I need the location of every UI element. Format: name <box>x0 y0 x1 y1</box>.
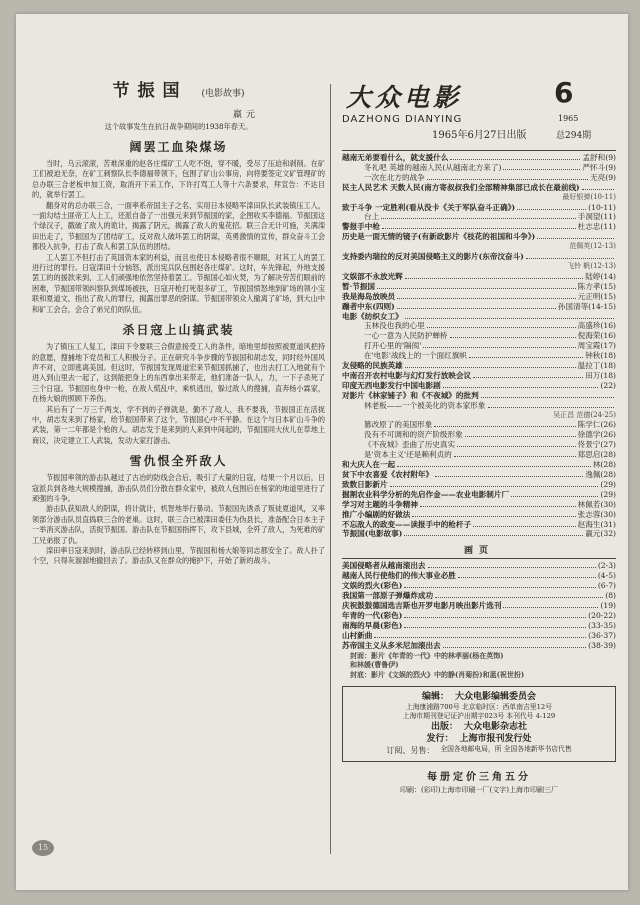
toc-leader <box>428 567 596 568</box>
toc-leader <box>404 535 583 536</box>
issue-number: 6 <box>554 76 574 109</box>
toc-leader <box>420 506 576 507</box>
toc-entry-title: 我是海岛放映员 <box>342 291 396 301</box>
toc-leader <box>537 238 614 239</box>
toc-entry-page: (2-3) <box>597 561 616 571</box>
toc-entry <box>342 242 616 252</box>
toc-leader <box>374 637 586 638</box>
board-orders-row <box>349 745 609 757</box>
toc-entry-title: 推广小编剧的好做法 <box>342 509 411 519</box>
toc-leader <box>404 627 586 628</box>
toc-leader <box>465 436 576 437</box>
toc-entry-page: 吴正昌 范德(24-25) <box>553 410 616 419</box>
toc-entry-title: 越南人民行使他们的伟大事业必胜 <box>342 571 456 581</box>
toc-entry-title: 美国侵略者从越南滚出去 <box>342 561 426 571</box>
toc-entry <box>342 571 616 581</box>
column-divider <box>330 84 331 854</box>
publisher-name: 大众电影杂志社 <box>464 722 528 733</box>
toc-entry-page: (8) <box>605 591 616 601</box>
toc-entry-page: (4-5) <box>597 571 616 581</box>
toc-entry-page: (10-11) <box>588 202 616 212</box>
masthead-rule <box>342 150 616 151</box>
masthead <box>342 76 616 148</box>
orders-label: 订阅、另售： <box>386 746 435 756</box>
toc-leader <box>473 526 576 527</box>
toc-entry <box>342 163 616 173</box>
toc-entry-page: 周宝霞(17) <box>577 341 616 351</box>
section-heading: 杀日寇上山搞武装 <box>122 323 235 338</box>
toc-entry <box>342 529 616 539</box>
toc-entry-page: (33-35) <box>588 620 616 630</box>
section-heading: 阔罢工血染煤场 <box>129 140 228 154</box>
toc-entry <box>342 480 616 490</box>
toc-entry-title: 印度无西电影发行中国电影剧 <box>342 380 441 390</box>
toc-entry-page: (6-7) <box>597 581 616 591</box>
toc-leader <box>503 169 580 170</box>
toc-entry-page: 孙国清等(14-15) <box>557 301 616 311</box>
toc-entry-title: 玉林没也我的心里 <box>364 321 425 331</box>
toc-entry <box>342 262 616 272</box>
toc-entry-title: 支持委内瑞拉的反对美国侵略主义的影片(东帝汶奋斗) <box>342 252 524 262</box>
toc-entry-title: 篡改原了的美国形象 <box>364 420 433 430</box>
toc-entry <box>342 203 616 213</box>
toc-entry <box>342 591 616 601</box>
toc-leader <box>423 347 575 348</box>
toc-entry-page: 陈方孝(15) <box>577 281 616 291</box>
toc-entry <box>342 460 616 470</box>
toc-entry-page: 钟秋(18) <box>585 351 616 361</box>
toc-entry <box>342 430 616 440</box>
toc-entry-page: 郑思启(28) <box>577 450 616 460</box>
toc-entry-title: 历史是一面无情的镜子(有新政影片《枝花的祖国和斗争》) <box>342 232 536 242</box>
magazine-logo: 大众电影 <box>346 83 463 112</box>
plates-heading: 画页 <box>463 546 494 557</box>
toc-entry-page: 最好银弹(10-11) <box>562 192 616 201</box>
toc-leader <box>405 367 576 368</box>
toc-entry <box>342 252 616 262</box>
board-distrib-row <box>349 733 609 745</box>
toc-entry <box>342 631 616 641</box>
story-paragraph: 翻身对的总办联三合，一面率系帝国主子之名，实用日本侵略军滦田队长武装镇压工人，一面勾结土匪帝工人上工，还派自备了一出强元来到节振国的家，企图收买李德福。节振国这个绿汉子，戳破了敌人的诡计，揭露了阴元，揭露了敌人的鬼花招。联三合无计可施，关满滦田出走了，节振国为了团结矿工，反对敌人破坏罢工的阴谋，英勇激情的宣传，群众奋斗工会都投入抗争，打击了敌人和罢工队伍的团结。 <box>32 200 325 252</box>
toc-entry <box>342 470 616 480</box>
toc-entry-title: 和大庆人在一起 <box>342 460 396 470</box>
distrib-label: 发行： <box>426 734 454 745</box>
page-number: 15 <box>32 840 54 856</box>
story-title-text: 节振国 <box>112 81 188 101</box>
toc-entry <box>342 601 616 611</box>
toc-entry <box>342 361 616 371</box>
toc-entry-title: 在'电影'战线上的一个面红旗帜 <box>364 351 467 361</box>
toc-entry <box>342 490 616 500</box>
toc-leader <box>443 387 599 388</box>
story-intro: 这个故事发生在抗日战争期间的1938年春天。 <box>104 122 253 131</box>
toc-entry-title: 文娱的烈火(彩色) <box>342 581 403 591</box>
story-body <box>32 138 325 567</box>
printer-line: 印刷：(彩印)上海市印刷一厂(文字)上海市印刷三厂 <box>400 786 558 795</box>
toc-entry-title: 打开心里的'隔阂' <box>364 341 422 351</box>
toc-leader <box>469 357 583 358</box>
story-paragraph: 节振国率领的游击队越过了古冶的防线会合后，吸引了大量的日寇，结果一个月以后，日寇派兵到各地大规模搜捕，游击队员们分散在群众家中，被敌人包围后在杨家的地道里进行了顽强的斗争。 <box>32 473 325 503</box>
toc-entry <box>342 193 616 203</box>
toc-entry-title: 一心一意为人民防护蝉桥 <box>364 331 448 341</box>
toc-entry-page: 无亮(9) <box>590 172 616 182</box>
toc-entry-title: 台上 <box>364 212 380 222</box>
toc-entry <box>342 510 616 520</box>
toc-entry-page: 飞铃 帆(12-13) <box>567 261 616 270</box>
toc-entry-title: 林老板——一个被美化的资本家形象 <box>364 400 486 410</box>
toc-entry-page: 高盛珍(16) <box>577 321 616 331</box>
toc-entry-page: 佟景宁(27) <box>577 440 616 450</box>
toc-leader <box>397 298 575 299</box>
toc-entry <box>342 401 616 411</box>
cover-note: 和林媛(曹鲁伊) <box>350 660 399 670</box>
toc-entry-title: 《不夜城》歪曲了历史真实 <box>364 440 456 450</box>
toc-entry-page: 元正明(15) <box>577 291 616 301</box>
toc-entry-title: 冬礼吧 英雄的越南人民(从越南北方来了) <box>364 162 502 172</box>
editor-name: 大众电影编辑委员会 <box>455 692 537 703</box>
board-publisher-row <box>349 721 609 733</box>
toc-leader <box>454 456 576 457</box>
toc-entry-title: 民主人民艺术 天数人民(南方寄叔叔我们全部精神集部已成长在最前线) <box>342 182 580 192</box>
toc-leader <box>481 397 614 398</box>
cover-notes <box>342 651 616 681</box>
toc-entry <box>342 611 616 621</box>
toc-entry-title: 是'资本主义'还是赖利贞的 <box>364 450 452 460</box>
toc-entry <box>342 450 616 460</box>
toc-entry-page: 赵海生(31) <box>577 519 616 529</box>
toc-entry-title: 警报手中枪 <box>342 222 380 232</box>
toc-leader <box>511 496 598 497</box>
price-line: 每册定价三角五分 <box>427 772 531 784</box>
contents-column <box>342 76 616 795</box>
issue-year: 1965 <box>558 114 579 123</box>
toc-leader <box>450 159 580 160</box>
toc-entry-page: (20-22) <box>588 610 616 620</box>
toc-entry-page: 林佩若(30) <box>577 499 616 509</box>
toc-leader <box>582 189 614 190</box>
toc-leader <box>435 597 603 598</box>
toc-leader <box>526 258 614 259</box>
toc-entry <box>342 561 616 571</box>
toc-entry-page: (38-39) <box>588 640 616 650</box>
toc-leader <box>382 228 576 229</box>
toc-leader <box>404 587 596 588</box>
story-paragraph: 滦田率日寇来到时，游击队已经转移到山里，节振国和杨大娘等同志都安全了。敌人扑了个空，只得灰溜溜地撤回去了。游击队又在群众的掩护下，开始了新的战斗。 <box>32 546 325 566</box>
distrib-name: 上海市报刊发行处 <box>459 734 532 745</box>
story-column <box>32 76 325 567</box>
toc-entry-page: 孟舒和(9) <box>582 153 616 162</box>
toc-entry <box>342 500 616 510</box>
toc-entry <box>342 153 616 163</box>
toc-entry <box>342 321 616 331</box>
toc-entry-title: 山村新曲 <box>342 630 373 640</box>
toc-entry-title: 友侵略的民族英雄 <box>342 361 403 371</box>
toc-entry-title: 苏帝国主义从多米尼加滚出去 <box>342 640 441 650</box>
toc-entry <box>342 212 616 222</box>
toc-entry-page: 徐德学(26) <box>577 430 616 440</box>
toc-entry-page: 田万(18) <box>585 370 616 380</box>
toc-entry-title: 庆祝鼓鼓德国选吉斯也开罗电影月映出影片选刊 <box>342 600 502 610</box>
toc-entry <box>342 581 616 591</box>
toc-entry <box>342 371 616 381</box>
toc-entry <box>342 420 616 430</box>
toc-entry-page: 严怀斗(9) <box>582 162 616 172</box>
total-issue: 总294期 <box>556 131 592 141</box>
story-paragraph: 为了镇压工人复工，滦田下令要联三合假意接受工人的条件，暗地里却按照被夏道风把持的意愿，搜捕地下党员和工人积极分子。正在研究斗争步骤的节振国和胡志发，同时经外国风声不对，立即逃离美国。但这时，节振国发现周道宏来节振国抓捕了，也出去打工入地就有个进入到山里去一起了，这到能把身上的东西拿出来带走，他们准备一队人，力，一下子杀死了三个日寇。节振国也身中一枪，在敌人慌乱中，乘机逃出，躲过敌人的搜捕，直奔杨小霖家，在杨大娘的照顾下养伤。 <box>32 342 325 404</box>
toc-entry-title: 致于斗争 一定胜利(看从没卡《关于军队奋斗正确》) <box>342 202 516 212</box>
toc-entry-page: 杜志忠(11) <box>577 222 616 232</box>
toc-leader <box>517 209 586 210</box>
toc-entry-page: 手洞望(11) <box>577 212 616 222</box>
toc-entry-page: 陆婷(14) <box>585 271 616 281</box>
toc-entry <box>342 222 616 232</box>
toc-entry-title: 文娱部不永放光辉 <box>342 271 403 281</box>
toc-leader <box>473 377 583 378</box>
story-paragraph: 工人罢工不但打击了英国资本家的利益，而且也使日本侵略者很不顺眼，对其工人的罢工进行过的罪行。日寇滦田十分恼怒，派出宪兵队包围赵各庄煤矿。这时，车先锋起，外地支援罢工的的援款来到，工人们顽强地依然坚持着罢工。节振国心如火焚，为了解决劳苦们眼前的困难，节振国带领纠察队到煤场被扶，日寇开枪打死很多矿工，节振国愤怒地到矿场的领小宝联和夏道文，指出了敌人的罪行，揭露出罪恶的阴谋。节振国带领众人撤离了矿场，到大山中和矿工会合，会合了弟兄们的队伍。 <box>32 252 325 314</box>
board-editor-row <box>349 691 609 703</box>
toc-leader <box>377 288 576 289</box>
toc-leader <box>412 516 575 517</box>
toc-entry-title: 掘割农业科学分析的先启作金——农业电影制片厂 <box>342 489 510 499</box>
toc-leader <box>503 607 598 608</box>
toc-entry-title: 中南召开农村电影与幻灯发行放映会议 <box>342 370 472 380</box>
board-address: 上海康浦路700号 北京临时区：西单南吉里12号 <box>405 703 553 712</box>
toc-entry-page: 陈学仁(26) <box>577 420 616 430</box>
toc-entry-page: (36-37) <box>588 630 616 640</box>
toc-entry-page: (19) <box>600 600 616 610</box>
toc-entry-page: 逸佩(28) <box>585 470 616 479</box>
toc-entry-title: 不忘敌人的政变——读报手中的枪杆子 <box>342 519 472 529</box>
story-paragraph: 当时，乌云滚滚，苦难深重的赵各庄煤矿工人吃不饱，穿不暖，受尽了压迫和剥削。在矿工们被迫无奈，在矿工刺察队长李德福带领下，包围了矿山公事房，向将要签定文矿管理矿的总办联三合老板申加工资，取消开下采工作，下许打骂工人等十六条要求，拜宣告：不达目的，就举行罢工。 <box>32 159 325 200</box>
toc-leader <box>390 486 599 487</box>
editor-label: 编辑： <box>421 692 449 703</box>
toc-leader <box>404 617 586 618</box>
plates-rule <box>342 558 616 559</box>
toc-entry <box>342 391 616 401</box>
toc-entry <box>342 232 616 242</box>
toc-entry <box>342 183 616 193</box>
toc-entry-page: 范佩英(12-13) <box>569 242 616 251</box>
toc-entry-page: (29) <box>600 479 616 489</box>
toc-leader <box>427 179 588 180</box>
plates-list <box>342 561 616 650</box>
toc-entry <box>342 641 616 651</box>
toc-entry <box>342 302 616 312</box>
toc-entry-title: 没有不可调和的资产阶级形象 <box>364 430 463 440</box>
story-author: 羸元 <box>232 110 259 120</box>
toc-leader <box>397 466 591 467</box>
toc-entry <box>342 282 616 292</box>
toc-entry-title: 暂·节振国 <box>342 281 376 291</box>
toc-leader <box>488 407 615 408</box>
story-paragraph: 其后有了一万三千两支，学不到的子弹就是，勤不了敌人，我不要我，节振国正在活捉中，胡志发来到了杨家，给节振国带来了这个，节振国心中不平静。在这个与日本矿山斗争的武装，第一二年都是个枪的人。胡志发于是来到的人来到中间起的，节振国同大伙儿在草地上商议，决定建立工人武装，发动大家打游击。 <box>32 404 325 445</box>
story-title <box>32 76 325 101</box>
toc-entry-title: 我国第一部原子弹爆炸成功 <box>342 591 434 601</box>
toc-entry-title: 电影《纺织女工》 <box>342 311 403 321</box>
toc-entry <box>342 621 616 631</box>
magazine-pinyin: DAZHONG DIANYING <box>342 114 463 125</box>
toc-entry-page: 温拉丁(18) <box>577 361 616 371</box>
story-paragraph: 游击队获知敌人的阴谋，将计就计，机智地举行暴动。节振国先诱杀了叛徒夏道风，又率领部分游击队员直捣联三合的老巢。这时，联三合已被滦田委任为伪县长，准备配合日本主子一举消灭游击队，活捉节振国。游击队在节振国指挥下，攻下县城，全歼了敌人，为死难的矿工兄弟报了仇。 <box>32 504 325 545</box>
toc-entry <box>342 381 616 391</box>
toc-entry <box>342 312 616 322</box>
toc-entry-title: 学习对主题的斗争精神 <box>342 499 418 509</box>
toc-entry <box>342 440 616 450</box>
toc-leader <box>405 278 583 279</box>
toc-entry <box>342 351 616 361</box>
board-registration: 上海市期刊登记证沪出期字023号 本刊代号 4-129 <box>402 712 556 721</box>
toc-entry-page: 林(28) <box>592 460 616 470</box>
story-genre: (电影故事) <box>201 89 245 99</box>
editorial-board <box>342 686 616 762</box>
toc-entry-title: 越南无弟要看什么，就支援什么 <box>342 153 449 162</box>
toc-entry-title: 年青的一代(彩色) <box>342 610 403 620</box>
cover-note: 封面：影片《年青的一代》中的林孝丽(杨在英饰) <box>350 650 504 660</box>
publisher-label: 出版： <box>430 722 458 733</box>
toc-entry-page: 倪海荣(16) <box>577 331 616 341</box>
toc-entry-title: 节振国(电影故事) <box>342 529 403 539</box>
toc-entry <box>342 272 616 282</box>
toc-leader <box>427 327 576 328</box>
table-of-contents <box>342 153 616 539</box>
toc-entry-title: 一次在北方的战争 <box>364 172 425 182</box>
toc-entry <box>342 411 616 421</box>
toc-entry-title: 致数日影新片 <box>342 479 388 489</box>
toc-leader <box>450 337 576 338</box>
toc-entry-title: 蹦者中东(四则) <box>342 301 395 311</box>
toc-entry <box>342 341 616 351</box>
toc-entry-title: 南海的早晨(彩色) <box>342 620 403 630</box>
toc-leader <box>443 647 586 648</box>
toc-entry <box>342 173 616 183</box>
issue-date: 1965年6月27日出版 <box>432 130 527 141</box>
toc-leader <box>381 218 575 219</box>
section-heading: 雪仇恨全歼敌人 <box>129 454 228 469</box>
cover-note: 封底：影片《文娱的烈火》中的静(肖菊扮)和蓝(祝世扮) <box>350 670 525 680</box>
toc-leader <box>434 426 575 427</box>
toc-entry-title: 对影片《林家铺子》和《不夜城》的批判 <box>342 390 479 400</box>
magazine-page <box>16 14 628 890</box>
toc-entry <box>342 331 616 341</box>
toc-leader <box>397 308 556 309</box>
toc-leader <box>457 446 576 447</box>
toc-entry <box>342 292 616 302</box>
orders-text: 全国各地邮电局，所 全国各地新华书店代售 <box>440 745 572 754</box>
toc-entry <box>342 520 616 530</box>
toc-leader <box>405 318 614 319</box>
toc-entry-page: 张志蓉(30) <box>577 509 616 519</box>
toc-leader <box>458 577 596 578</box>
toc-entry-page: 羸元(32) <box>585 529 616 539</box>
toc-entry-page: (22) <box>600 380 616 390</box>
toc-leader <box>435 476 583 477</box>
toc-entry-page: (29) <box>600 489 616 499</box>
toc-entry-title: 贫下中农喜爱《农村附年》 <box>342 470 434 479</box>
